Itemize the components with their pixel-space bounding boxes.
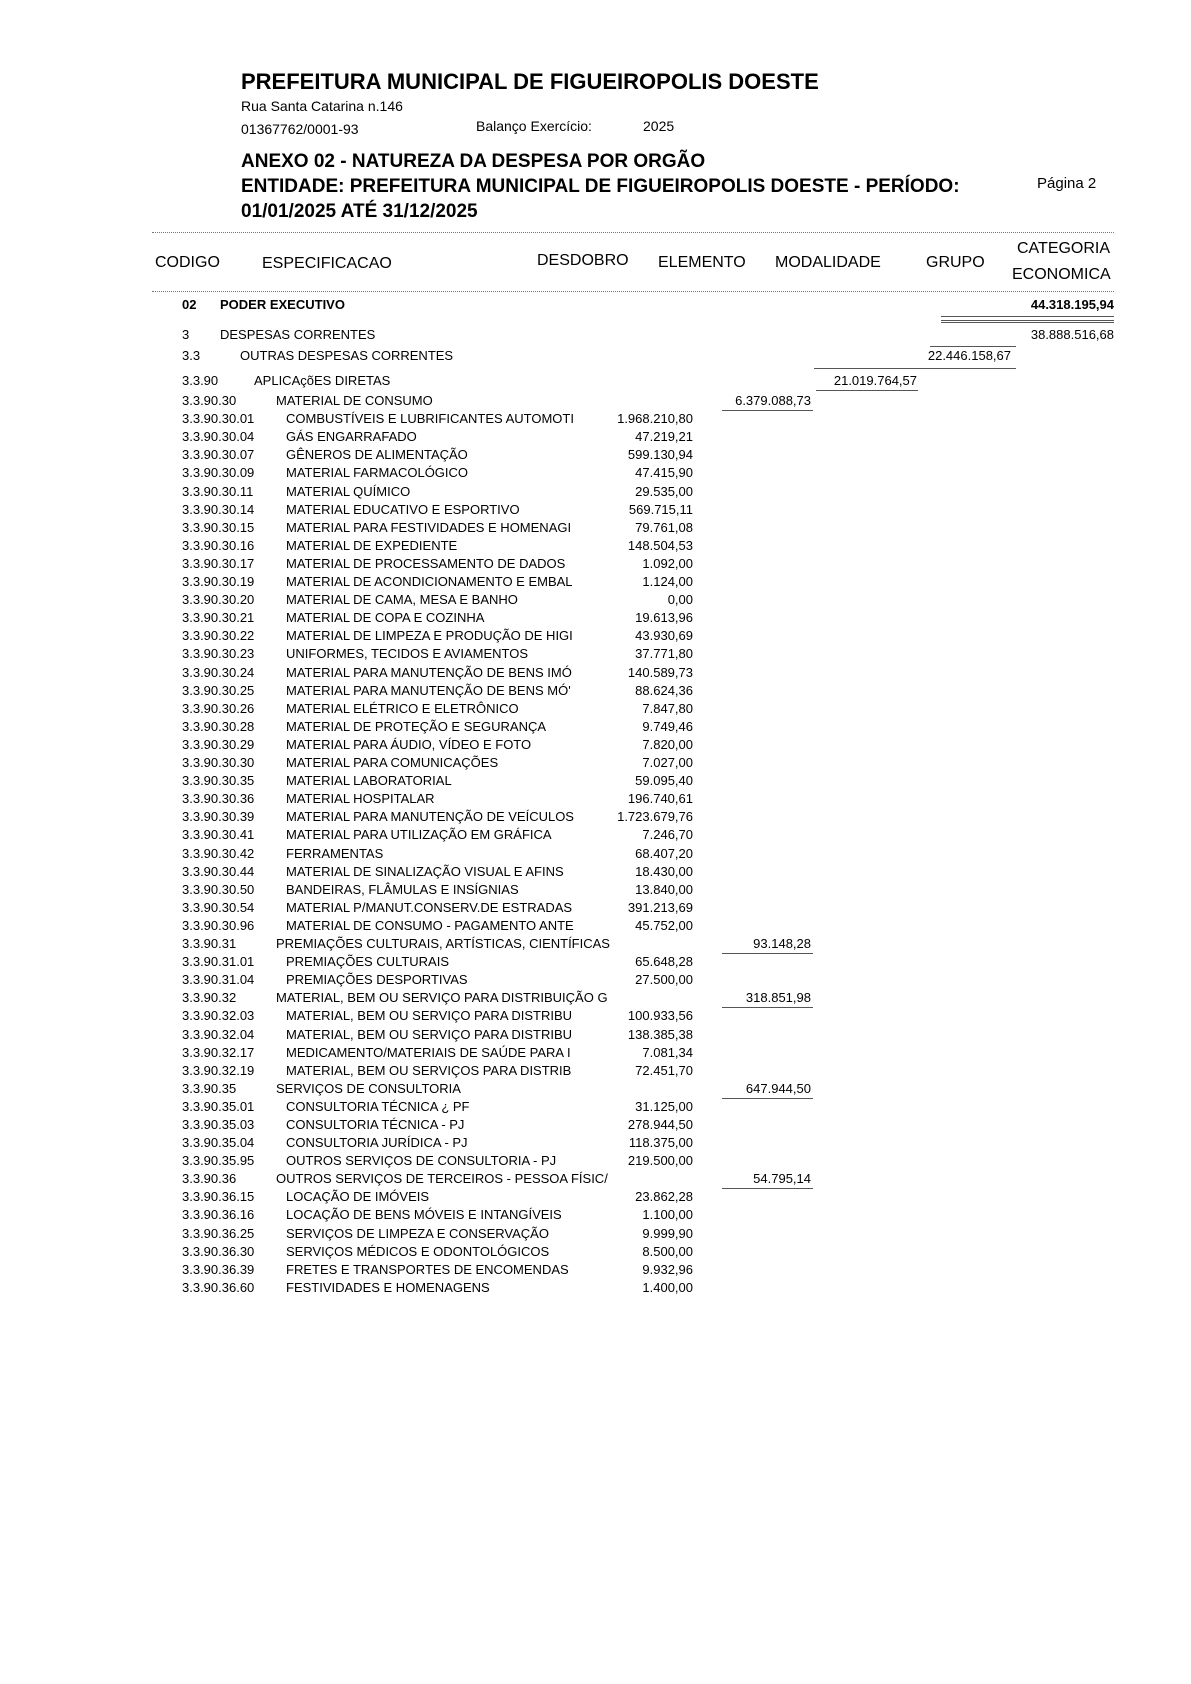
row-code: 3.3.90.30.14 <box>182 502 255 517</box>
period-line: 01/01/2025 ATÉ 31/12/2025 <box>241 201 478 222</box>
col-grupo: GRUPO <box>926 254 985 271</box>
desdobro-row <box>0 754 1191 772</box>
row-description: MATERIAL, BEM OU SERVIÇO PARA DISTRIBU <box>286 1008 573 1023</box>
orgao-code: 02 <box>182 297 197 312</box>
row-code: 3.3.90.30.36 <box>182 791 255 806</box>
desdobro-row <box>0 483 1191 501</box>
row-description: FERRAMENTAS <box>286 846 384 861</box>
modalidade-value: 21.019.764,57 <box>833 373 917 388</box>
desdobro-row <box>0 1062 1191 1080</box>
desdobro-value: 27.500,00 <box>635 972 693 987</box>
row-description: MATERIAL HOSPITALAR <box>286 791 435 806</box>
categoria-row <box>0 326 1191 344</box>
desdobro-value: 8.500,00 <box>642 1244 693 1259</box>
desdobro-row <box>0 971 1191 989</box>
desdobro-value: 45.752,00 <box>635 918 693 933</box>
desdobro-row <box>0 917 1191 935</box>
desdobro-value: 196.740,61 <box>627 791 693 806</box>
desdobro-value: 1.124,00 <box>642 574 693 589</box>
row-description: MATERIAL PARA MANUTENÇÃO DE VEÍCULOS <box>286 809 574 824</box>
row-description: GÁS ENGARRAFADO <box>286 429 417 444</box>
desdobro-value: 7.820,00 <box>642 737 693 752</box>
cnpj: 01367762/0001-93 <box>241 121 359 137</box>
row-code: 3.3.90.30.19 <box>182 574 255 589</box>
page-number: Página 2 <box>1037 175 1097 192</box>
row-description: MATERIAL PARA ÁUDIO, VÍDEO E FOTO <box>286 737 532 752</box>
row-code: 3.3.90.30.17 <box>182 556 255 571</box>
row-description: FRETES E TRANSPORTES DE ENCOMENDAS <box>286 1262 569 1277</box>
desdobro-value: 59.095,40 <box>635 773 693 788</box>
row-code: 3.3.90.32 <box>182 990 237 1005</box>
desdobro-row <box>0 555 1191 573</box>
desdobro-value: 278.944,50 <box>627 1117 693 1132</box>
grupo-code: 3.3 <box>182 348 201 363</box>
col-categoria: CATEGORIA <box>1017 240 1111 257</box>
row-code: 3.3.90.30 <box>182 393 237 408</box>
row-description: LOCAÇÃO DE BENS MÓVEIS E INTANGÍVEIS <box>286 1207 562 1222</box>
desdobro-value: 23.862,28 <box>635 1189 693 1204</box>
categoria-name: DESPESAS CORRENTES <box>220 327 376 342</box>
row-description: MATERIAL PARA MANUTENÇÃO DE BENS MÓ' <box>286 683 571 698</box>
row-description: GÊNEROS DE ALIMENTAÇÃO <box>286 447 468 462</box>
desdobro-row <box>0 1116 1191 1134</box>
elemento-value: 54.795,14 <box>753 1171 811 1186</box>
desdobro-value: 138.385,38 <box>627 1027 693 1042</box>
desdobro-row <box>0 700 1191 718</box>
modalidade-name: APLICAçõES DIRETAS <box>254 373 391 388</box>
row-code: 3.3.90.30.50 <box>182 882 255 897</box>
desdobro-value: 1.100,00 <box>642 1207 693 1222</box>
row-code: 3.3.90.30.07 <box>182 447 255 462</box>
desdobro-value: 29.535,00 <box>635 484 693 499</box>
orgao-total-double-underline <box>941 320 1114 323</box>
annex-title: ANEXO 02 - NATUREZA DA DESPESA POR ORGÃO <box>241 151 706 172</box>
desdobro-row <box>0 645 1191 663</box>
desdobro-row <box>0 609 1191 627</box>
desdobro-row <box>0 772 1191 790</box>
desdobro-value: 47.415,90 <box>635 465 693 480</box>
row-code: 3.3.90.32.17 <box>182 1045 255 1060</box>
modalidade-code: 3.3.90 <box>182 373 219 388</box>
row-description: OUTROS SERVIÇOS DE TERCEIROS - PESSOA FÍSIC/ <box>276 1171 608 1186</box>
desdobro-value: 18.430,00 <box>635 864 693 879</box>
modalidade-underline <box>816 390 918 391</box>
row-code: 3.3.90.30.24 <box>182 665 255 680</box>
row-description: MATERIAL P/MANUT.CONSERV.DE ESTRADAS <box>286 900 573 915</box>
categoria-value: 38.888.516,68 <box>1030 327 1114 342</box>
balance-label: Balanço Exercício: <box>476 118 592 134</box>
row-code: 3.3.90.30.16 <box>182 538 255 553</box>
desdobro-row <box>0 501 1191 519</box>
desdobro-value: 7.027,00 <box>642 755 693 770</box>
row-code: 3.3.90.32.04 <box>182 1027 255 1042</box>
row-description: MATERIAL DE CONSUMO <box>276 393 433 408</box>
elemento-row <box>0 1170 1191 1188</box>
desdobro-value: 31.125,00 <box>635 1099 693 1114</box>
orgao-total: 44.318.195,94 <box>1030 297 1114 312</box>
row-code: 3.3.90.31 <box>182 936 237 951</box>
desdobro-value: 7.246,70 <box>642 827 693 842</box>
grupo-value: 22.446.158,67 <box>927 348 1011 363</box>
elemento-value: 93.148,28 <box>753 936 811 951</box>
desdobro-row <box>0 845 1191 863</box>
orgao-name: PODER EXECUTIVO <box>220 297 345 312</box>
row-code: 3.3.90.30.11 <box>182 484 254 499</box>
elemento-value: 318.851,98 <box>745 990 811 1005</box>
row-code: 3.3.90.32.03 <box>182 1008 255 1023</box>
row-code: 3.3.90.36.60 <box>182 1280 255 1295</box>
row-description: MATERIAL PARA MANUTENÇÃO DE BENS IMÓ <box>286 665 572 680</box>
desdobro-value: 599.130,94 <box>627 447 693 462</box>
row-description: OUTROS SERVIÇOS DE CONSULTORIA - PJ <box>286 1153 557 1168</box>
row-description: BANDEIRAS, FLÂMULAS E INSÍGNIAS <box>286 882 519 897</box>
desdobro-row <box>0 428 1191 446</box>
desdobro-row <box>0 591 1191 609</box>
desdobro-row <box>0 808 1191 826</box>
desdobro-value: 391.213,69 <box>627 900 693 915</box>
row-description: SERVIÇOS DE LIMPEZA E CONSERVAÇÃO <box>286 1226 549 1241</box>
row-code: 3.3.90.30.04 <box>182 429 255 444</box>
balance-year: 2025 <box>643 118 675 134</box>
row-code: 3.3.90.30.29 <box>182 737 255 752</box>
row-code: 3.3.90.30.44 <box>182 864 255 879</box>
desdobro-row <box>0 718 1191 736</box>
elemento-row <box>0 392 1191 410</box>
row-code: 3.3.90.35.01 <box>182 1099 255 1114</box>
row-description: MATERIAL DE COPA E COZINHA <box>286 610 485 625</box>
desdobro-row <box>0 464 1191 482</box>
elemento-row <box>0 1080 1191 1098</box>
row-description: MATERIAL QUÍMICO <box>286 484 411 499</box>
desdobro-row <box>0 627 1191 645</box>
desdobro-row <box>0 863 1191 881</box>
desdobro-value: 68.407,20 <box>635 846 693 861</box>
desdobro-row <box>0 1152 1191 1170</box>
row-code: 3.3.90.35 <box>182 1081 237 1096</box>
row-description: PREMIAÇÕES CULTURAIS, ARTÍSTICAS, CIENTÍFICAS <box>276 936 610 951</box>
report-title: PREFEITURA MUNICIPAL DE FIGUEIROPOLIS DOESTE <box>241 69 819 94</box>
desdobro-value: 9.932,96 <box>642 1262 693 1277</box>
desdobro-value: 1.400,00 <box>642 1280 693 1295</box>
row-description: MATERIAL ELÉTRICO E ELETRÔNICO <box>286 701 519 716</box>
row-description: SERVIÇOS DE CONSULTORIA <box>276 1081 461 1096</box>
col-modalidade: MODALIDADE <box>775 254 881 271</box>
row-code: 3.3.90.30.28 <box>182 719 255 734</box>
row-description: MATERIAL DE PROTEÇÃO E SEGURANÇA <box>286 719 547 734</box>
row-description: PREMIAÇÕES DESPORTIVAS <box>286 972 468 987</box>
desdobro-row <box>0 519 1191 537</box>
row-description: PREMIAÇÕES CULTURAIS <box>286 954 450 969</box>
desdobro-value: 1.092,00 <box>642 556 693 571</box>
row-code: 3.3.90.30.25 <box>182 683 255 698</box>
elemento-row <box>0 935 1191 953</box>
desdobro-row <box>0 573 1191 591</box>
desdobro-value: 148.504,53 <box>627 538 693 553</box>
row-code: 3.3.90.31.01 <box>182 954 255 969</box>
desdobro-value: 100.933,56 <box>627 1008 693 1023</box>
row-description: UNIFORMES, TECIDOS E AVIAMENTOS <box>286 646 528 661</box>
desdobro-row <box>0 1134 1191 1152</box>
row-code: 3.3.90.36.16 <box>182 1207 255 1222</box>
row-description: SERVIÇOS MÉDICOS E ODONTOLÓGICOS <box>286 1244 550 1259</box>
desdobro-row <box>0 1279 1191 1297</box>
row-code: 3.3.90.30.42 <box>182 846 255 861</box>
desdobro-row <box>0 1026 1191 1044</box>
row-code: 3.3.90.30.01 <box>182 411 255 426</box>
desdobro-value: 88.624,36 <box>635 683 693 698</box>
desdobro-row <box>0 1243 1191 1261</box>
row-description: MATERIAL LABORATORIAL <box>286 773 452 788</box>
desdobro-value: 1.723.679,76 <box>617 809 693 824</box>
row-description: MATERIAL PARA FESTIVIDADES E HOMENAGI <box>286 520 572 535</box>
row-code: 3.3.90.30.41 <box>182 827 255 842</box>
desdobro-row <box>0 1007 1191 1025</box>
row-code: 3.3.90.35.03 <box>182 1117 255 1132</box>
row-code: 3.3.90.36.15 <box>182 1189 255 1204</box>
row-code: 3.3.90.30.96 <box>182 918 255 933</box>
desdobro-row <box>0 682 1191 700</box>
row-code: 3.3.90.36.25 <box>182 1226 255 1241</box>
grupo-underline <box>814 368 1016 369</box>
header-divider <box>152 232 1114 233</box>
desdobro-value: 19.613,96 <box>635 610 693 625</box>
row-code: 3.3.90.30.21 <box>182 610 255 625</box>
desdobro-value: 65.648,28 <box>635 954 693 969</box>
row-description: COMBUSTÍVEIS E LUBRIFICANTES AUTOMOTI <box>286 411 574 426</box>
row-code: 3.3.90.30.54 <box>182 900 255 915</box>
row-code: 3.3.90.30.20 <box>182 592 255 607</box>
desdobro-value: 43.930,69 <box>635 628 693 643</box>
desdobro-row <box>0 790 1191 808</box>
address: Rua Santa Catarina n.146 <box>241 98 403 114</box>
desdobro-row <box>0 537 1191 555</box>
row-code: 3.3.90.32.19 <box>182 1063 255 1078</box>
desdobro-row <box>0 899 1191 917</box>
desdobro-row <box>0 1188 1191 1206</box>
row-code: 3.3.90.30.35 <box>182 773 255 788</box>
desdobro-value: 1.968.210,80 <box>617 411 693 426</box>
row-description: MATERIAL, BEM OU SERVIÇO PARA DISTRIBUIÇÃO G <box>276 990 608 1005</box>
desdobro-row <box>0 1261 1191 1279</box>
row-description: MATERIAL PARA UTILIZAÇÃO EM GRÁFICA <box>286 827 552 842</box>
desdobro-row <box>0 826 1191 844</box>
desdobro-row <box>0 1044 1191 1062</box>
col-desdobro: DESDOBRO <box>537 252 629 269</box>
row-code: 3.3.90.30.22 <box>182 628 255 643</box>
elemento-value: 647.944,50 <box>745 1081 811 1096</box>
col-economica: ECONOMICA <box>1012 266 1111 283</box>
col-codigo: CODIGO <box>155 254 220 271</box>
row-description: CONSULTORIA JURÍDICA - PJ <box>286 1135 468 1150</box>
row-code: 3.3.90.36.39 <box>182 1262 255 1277</box>
row-description: MATERIAL DE ACONDICIONAMENTO E EMBAL <box>286 574 573 589</box>
desdobro-row <box>0 410 1191 428</box>
row-description: CONSULTORIA TÉCNICA ¿ PF <box>286 1099 470 1114</box>
desdobro-value: 72.451,70 <box>635 1063 693 1078</box>
desdobro-value: 13.840,00 <box>635 882 693 897</box>
row-code: 3.3.90.30.15 <box>182 520 255 535</box>
desdobro-row <box>0 736 1191 754</box>
row-code: 3.3.90.30.23 <box>182 646 255 661</box>
desdobro-value: 79.761,08 <box>635 520 693 535</box>
desdobro-row <box>0 953 1191 971</box>
row-description: MATERIAL FARMACOLÓGICO <box>286 465 469 480</box>
row-description: MATERIAL EDUCATIVO E ESPORTIVO <box>286 502 520 517</box>
column-header-divider <box>152 291 1114 292</box>
row-code: 3.3.90.30.39 <box>182 809 255 824</box>
modalidade-row <box>0 372 1191 390</box>
row-description: MATERIAL DE CONSUMO - PAGAMENTO ANTE <box>286 918 574 933</box>
desdobro-value: 47.219,21 <box>635 429 693 444</box>
row-code: 3.3.90.36.30 <box>182 1244 255 1259</box>
orgao-row <box>0 296 1191 314</box>
row-description: CONSULTORIA TÉCNICA - PJ <box>286 1117 465 1132</box>
desdobro-value: 37.771,80 <box>635 646 693 661</box>
elemento-value: 6.379.088,73 <box>735 393 811 408</box>
orgao-total-underline <box>941 316 1114 317</box>
categoria-code: 3 <box>182 327 190 342</box>
row-description: FESTIVIDADES E HOMENAGENS <box>286 1280 490 1295</box>
desdobro-row <box>0 1098 1191 1116</box>
desdobro-row <box>0 1206 1191 1224</box>
row-description: MEDICAMENTO/MATERIAIS DE SAÚDE PARA I <box>286 1045 571 1060</box>
desdobro-value: 118.375,00 <box>628 1135 693 1150</box>
row-description: MATERIAL, BEM OU SERVIÇOS PARA DISTRIB <box>286 1063 572 1078</box>
desdobro-value: 9.999,90 <box>642 1226 693 1241</box>
row-description: MATERIAL DE PROCESSAMENTO DE DADOS <box>286 556 566 571</box>
col-elemento: ELEMENTO <box>658 254 746 271</box>
row-code: 3.3.90.30.30 <box>182 755 255 770</box>
row-code: 3.3.90.36 <box>182 1171 237 1186</box>
desdobro-value: 0,00 <box>667 592 693 607</box>
row-description: MATERIAL, BEM OU SERVIÇO PARA DISTRIBU <box>286 1027 573 1042</box>
row-code: 3.3.90.30.26 <box>182 701 255 716</box>
row-description: MATERIAL PARA COMUNICAÇÕES <box>286 755 499 770</box>
row-description: MATERIAL DE EXPEDIENTE <box>286 538 458 553</box>
row-description: MATERIAL DE CAMA, MESA E BANHO <box>286 592 518 607</box>
grupo-name: OUTRAS DESPESAS CORRENTES <box>240 348 454 363</box>
row-code: 3.3.90.35.95 <box>182 1153 255 1168</box>
desdobro-row <box>0 664 1191 682</box>
desdobro-value: 569.715,11 <box>628 502 693 517</box>
entity-line: ENTIDADE: PREFEITURA MUNICIPAL DE FIGUEIROPOLIS DOESTE - PERÍODO: <box>241 176 960 197</box>
desdobro-value: 7.081,34 <box>642 1045 693 1060</box>
desdobro-row <box>0 881 1191 899</box>
desdobro-value: 9.749,46 <box>642 719 693 734</box>
desdobro-value: 140.589,73 <box>627 665 693 680</box>
grupo-row <box>0 347 1191 365</box>
row-description: MATERIAL DE LIMPEZA E PRODUÇÃO DE HIGI <box>286 628 573 643</box>
row-description: MATERIAL DE SINALIZAÇÃO VISUAL E AFINS <box>286 864 564 879</box>
col-especificacao: ESPECIFICACAO <box>262 255 392 272</box>
row-code: 3.3.90.30.09 <box>182 465 255 480</box>
row-description: LOCAÇÃO DE IMÓVEIS <box>286 1189 430 1204</box>
desdobro-row <box>0 1225 1191 1243</box>
elemento-row <box>0 989 1191 1007</box>
desdobro-row <box>0 446 1191 464</box>
desdobro-value: 7.847,80 <box>642 701 693 716</box>
desdobro-value: 219.500,00 <box>627 1153 693 1168</box>
row-code: 3.3.90.31.04 <box>182 972 255 987</box>
row-code: 3.3.90.35.04 <box>182 1135 255 1150</box>
